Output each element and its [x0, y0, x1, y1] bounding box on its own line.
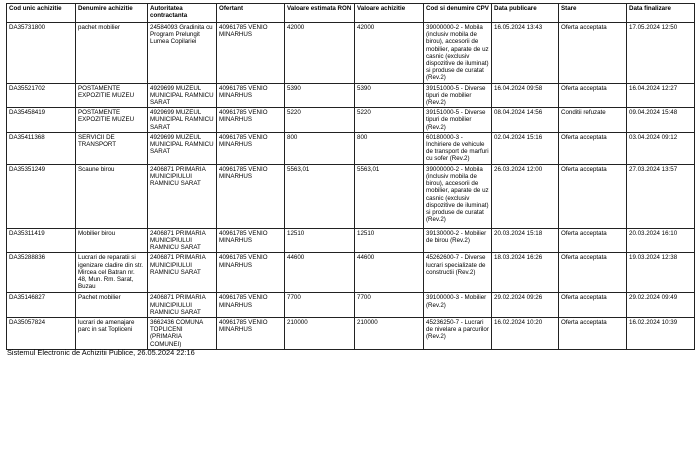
table-cell-denumire: SERVICII DE TRANSPORT: [76, 132, 148, 164]
table-cell-data-finalizare: 03.04.2024 09:12: [627, 132, 695, 164]
table-cell-data-finalizare: 16.02.2024 10:39: [627, 318, 695, 350]
table-row: [7, 253, 695, 293]
column-header-denumire: Denumire achizitie: [76, 4, 148, 23]
table-cell-data-finalizare: 19.03.2024 12:38: [627, 253, 695, 293]
table-row: [7, 83, 695, 108]
table-cell-autoritate: 4929699 MUZEUL MUNICIPAL RAMNICU SARAT: [148, 132, 217, 164]
table-cell-autoritate: 2406871 PRIMARIA MUNICIPIULUI RAMNICU SARAT: [148, 293, 217, 318]
column-header-autoritate: Autoritatea contractanta: [148, 4, 217, 23]
table-cell-autoritate: 4929699 MUZEUL MUNICIPAL RAMNICU SARAT: [148, 83, 217, 108]
table-cell-cod-unic: DA35351249: [7, 164, 76, 228]
table-cell-stare: Oferta acceptata: [559, 83, 627, 108]
table-cell-stare: Oferta acceptata: [559, 318, 627, 350]
table-cell-valoare-achizitie: 44600: [355, 253, 424, 293]
table-cell-data-publicare: 08.04.2024 14:56: [492, 108, 559, 133]
table-cell-ofertant: 40961785 VENIO MINARHUS: [217, 132, 285, 164]
table-cell-ofertant: 40961785 VENIO MINARHUS: [217, 108, 285, 133]
column-header-data-publicare: Data publicare: [492, 4, 559, 23]
table-cell-denumire: Lucrari de reparatii si igenizare cladire din str. Mircea cel Batran nr. 48, Mun. Rm. Sarat, Buzau: [76, 253, 148, 293]
table-cell-valoare-achizitie: 5390: [355, 83, 424, 108]
table-cell-valoare-achizitie: 210000: [355, 318, 424, 350]
table-cell-valoare-achizitie: 7700: [355, 293, 424, 318]
table-cell-cpv: 39100000-3 - Mobilier (Rev.2): [424, 293, 492, 318]
table-cell-denumire: lucrari de amenajare parc in sat Topliceni: [76, 318, 148, 350]
table-cell-valoare-achizitie: 800: [355, 132, 424, 164]
table-cell-stare: Oferta acceptata: [559, 132, 627, 164]
table-cell-cpv: 39000000-2 - Mobila (inclusiv mobila de birou), accesorii de mobilier, aparate de uz casnic (exclusiv dispozitive de iluminat) si produse de curatat (Rev.2): [424, 23, 492, 84]
table-cell-valoare-estimata: 210000: [285, 318, 355, 350]
table-cell-ofertant: 40961785 VENIO MINARHUS: [217, 293, 285, 318]
table-cell-cod-unic: DA35311419: [7, 228, 76, 253]
table-cell-cod-unic: DA35411368: [7, 132, 76, 164]
table-cell-data-finalizare: 16.04.2024 12:27: [627, 83, 695, 108]
table-row: [7, 318, 695, 350]
table-cell-valoare-estimata: 42000: [285, 23, 355, 84]
table-cell-ofertant: 40961785 VENIO MINARHUS: [217, 164, 285, 228]
table-cell-autoritate: 2406871 PRIMARIA MUNICIPIULUI RAMNICU SARAT: [148, 253, 217, 293]
table-row: [7, 108, 695, 133]
table-cell-ofertant: 40961785 VENIO MINARHUS: [217, 228, 285, 253]
table-cell-denumire: Pachet mobilier: [76, 293, 148, 318]
table-row: [7, 293, 695, 318]
table-cell-valoare-estimata: 44600: [285, 253, 355, 293]
table-cell-data-publicare: 20.03.2024 15:18: [492, 228, 559, 253]
table-cell-data-publicare: 02.04.2024 15:16: [492, 132, 559, 164]
table-cell-valoare-estimata: 5563,01: [285, 164, 355, 228]
table-cell-data-finalizare: 29.02.2024 09:49: [627, 293, 695, 318]
table-cell-ofertant: 40961785 VENIO MINARHUS: [217, 83, 285, 108]
table-cell-cpv: 45262600-7 - Diverse lucrari specializate de constructii (Rev.2): [424, 253, 492, 293]
table-cell-valoare-estimata: 12510: [285, 228, 355, 253]
table-cell-stare: Oferta acceptata: [559, 228, 627, 253]
table-cell-cod-unic: DA35288836: [7, 253, 76, 293]
table-cell-cod-unic: DA35731800: [7, 23, 76, 84]
table-cell-stare: Oferta acceptata: [559, 293, 627, 318]
table-cell-autoritate: 2406871 PRIMARIA MUNICIPIULUI RAMNICU SARAT: [148, 228, 217, 253]
table-cell-data-publicare: 16.02.2024 10:20: [492, 318, 559, 350]
table-cell-cpv: 45236250-7 - Lucrari de nivelare a parcurilor (Rev.2): [424, 318, 492, 350]
table-cell-data-publicare: 16.05.2024 13:43: [492, 23, 559, 84]
column-header-cpv: Cod si denumire CPV: [424, 4, 492, 23]
table-cell-denumire: pachet mobilier: [76, 23, 148, 84]
column-header-valoare-achizitie: Valoare achizitie: [355, 4, 424, 23]
table-cell-cod-unic: DA35458419: [7, 108, 76, 133]
table-cell-stare: Oferta acceptata: [559, 253, 627, 293]
table-row: [7, 228, 695, 253]
table-cell-valoare-achizitie: 5563,01: [355, 164, 424, 228]
table-cell-data-publicare: 29.02.2024 09:26: [492, 293, 559, 318]
table-row: [7, 132, 695, 164]
table-cell-valoare-estimata: 7700: [285, 293, 355, 318]
table-cell-cpv: 39000000-2 - Mobila (inclusiv mobila de birou), accesorii de mobilier, aparate de uz casnic (exclusiv dispozitive de iluminat) si produse de curatat (Rev.2): [424, 164, 492, 228]
table-cell-cod-unic: DA35057824: [7, 318, 76, 350]
column-header-cod-unic: Cod unic achizitie: [7, 4, 76, 23]
column-header-data-finalizare: Data finalizare: [627, 4, 695, 23]
table-cell-data-finalizare: 27.03.2024 13:57: [627, 164, 695, 228]
table-cell-denumire: POSTAMENTE EXPOZITIE MUZEU: [76, 83, 148, 108]
table-header-row: [7, 4, 695, 23]
footer-text: Sistemul Electronic de Achizitii Publice, 26.05.2024 22:16: [7, 348, 195, 357]
table-cell-ofertant: 40961785 VENIO MINARHUS: [217, 23, 285, 84]
table-cell-data-finalizare: 17.05.2024 12:50: [627, 23, 695, 84]
table-cell-cpv: 60180000-3 - Inchiriere de vehicule de transport de marfuri cu sofer (Rev.2): [424, 132, 492, 164]
table-cell-data-publicare: 16.04.2024 09:58: [492, 83, 559, 108]
table-cell-autoritate: 2406871 PRIMARIA MUNICIPIULUI RAMNICU SARAT: [148, 164, 217, 228]
table-cell-data-finalizare: 09.04.2024 15:48: [627, 108, 695, 133]
table-cell-autoritate: 24584093 Gradinita cu Program Prelungit Lumea Copilariei: [148, 23, 217, 84]
table-cell-stare: Oferta acceptata: [559, 23, 627, 84]
table-cell-valoare-estimata: 5390: [285, 83, 355, 108]
table-cell-autoritate: 3662436 COMUNA TOPLICENI (PRIMARIA COMUNEI): [148, 318, 217, 350]
table-cell-denumire: Scaune birou: [76, 164, 148, 228]
table-cell-autoritate: 4929699 MUZEUL MUNICIPAL RAMNICU SARAT: [148, 108, 217, 133]
table-cell-valoare-estimata: 5220: [285, 108, 355, 133]
acquisitions-table: [6, 3, 695, 350]
table-cell-cpv: 39151000-5 - Diverse tipuri de mobilier (Rev.2): [424, 108, 492, 133]
table-cell-ofertant: 40961785 VENIO MINARHUS: [217, 318, 285, 350]
table-cell-ofertant: 40961785 VENIO MINARHUS: [217, 253, 285, 293]
column-header-stare: Stare: [559, 4, 627, 23]
table-cell-stare: Conditii refuzate: [559, 108, 627, 133]
table-cell-valoare-achizitie: 5220: [355, 108, 424, 133]
table-row: [7, 23, 695, 84]
column-header-ofertant: Ofertant: [217, 4, 285, 23]
table-cell-valoare-achizitie: 42000: [355, 23, 424, 84]
table-cell-data-publicare: 26.03.2024 12:00: [492, 164, 559, 228]
table-cell-stare: Oferta acceptata: [559, 164, 627, 228]
table-cell-data-publicare: 18.03.2024 16:26: [492, 253, 559, 293]
table-body: [7, 23, 695, 350]
table-cell-cpv: 39151000-5 - Diverse tipuri de mobilier (Rev.2): [424, 83, 492, 108]
table-row: [7, 164, 695, 228]
column-header-valoare-estimata: Valoare estimata RON: [285, 4, 355, 23]
table-cell-denumire: POSTAMENTE EXPOZITIE MUZEU: [76, 108, 148, 133]
table-cell-cpv: 39130000-2 - Mobilier de birou (Rev.2): [424, 228, 492, 253]
table-cell-cod-unic: DA35146827: [7, 293, 76, 318]
table-cell-data-finalizare: 20.03.2024 16:10: [627, 228, 695, 253]
table-cell-valoare-achizitie: 12510: [355, 228, 424, 253]
table-cell-denumire: Mobilier birou: [76, 228, 148, 253]
table-cell-cod-unic: DA35521702: [7, 83, 76, 108]
table-cell-valoare-estimata: 800: [285, 132, 355, 164]
